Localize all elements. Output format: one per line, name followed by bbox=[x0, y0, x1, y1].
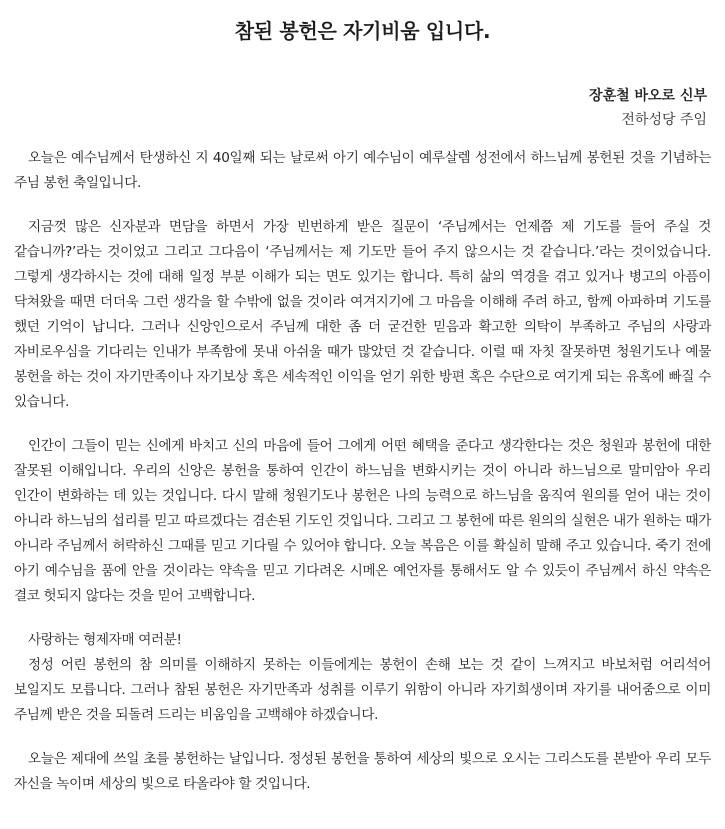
article-title: 참된 봉헌은 자기비움 입니다. bbox=[234, 19, 491, 43]
paragraph-prayer-questions: 지금껏 많은 신자분과 면담을 하면서 가장 빈번하게 받은 질문이 ‘주님께서는 언제쯤 제 기도를 들어 주실 것 같습니까?’라는 것이었고 그리고 그다음이 ‘주님께서는 제 기도만 들어 주지 않으시는 것 같습니다.’라는 것이었습니다. 그렇게 생각하시는 것에 대해 일정 부분 이해가 되는 면도 있기는 합니다. 특히 삶의 역경을 겪고 있거나 병고의 아픔이 닥쳐왔을 때면 더더욱 그런 생각을 할 수밖에 없을 것이라 여겨지기에 그 마음을 이해해 주려 하고, 함께 아파하며 기도를 했던 기억이 납니다. 그러나 신앙인으로서 주님께 대한 좀 더 굳건한 믿음과 확고한 의탁이 부족하고 주님의 사랑과 자비로우심을 기다리는 인내가 부족함에 못내 아쉬울 때가 많았던 것 같습니다. 이럴 때 자칫 잘못하면 청원기도나 예물 봉헌을 하는 것이 자기만족이나 자기보상 혹은 세속적인 이익을 얻기 위한 방편 혹은 수단으로 여기게 되는 유혹에 빠질 수 있습니다. bbox=[14, 219, 711, 410]
greeting: 사랑하는 형제자매 여러분! bbox=[28, 632, 182, 648]
author-name: 장훈철 바오로 신부 bbox=[589, 88, 707, 104]
paragraph-intro: 오늘은 예수님께서 탄생하신 지 40일째 되는 날로써 아기 예수님이 예루살렘 성전에서 하느님께 봉헌된 것을 기념하는 주님 봉헌 축일입니다. bbox=[14, 150, 711, 191]
article-body bbox=[14, 146, 711, 797]
paragraph-closing: 오늘은 제대에 쓰일 초를 봉헌하는 날입니다. 정성된 봉헌을 통하여 세상의 빛으로 오시는 그리스도를 본받아 우리 모두 자신을 녹이며 세상의 빛으로 타올라야 할 것입니다. bbox=[14, 751, 711, 792]
author-block bbox=[14, 84, 711, 132]
author-role: 전하성당 주임 bbox=[621, 112, 707, 128]
paragraph-offering-meaning: 인간이 그들이 믿는 신에게 바치고 신의 마음에 들어 그에게 어떤 혜택을 준다고 생각한다는 것은 청원과 봉헌에 대한 잘못된 이해입니다. 우리의 신앙은 봉헌을 통하여 인간이 하느님을 변화시키는 것이 아니라 하느님으로 말미암아 우리 인간이 변화하는 데 있는 것입니다. 다시 말해 청원기도나 봉헌은 나의 능력으로 하느님을 움직여 원의를 얻어 내는 것이 아니라 하느님의 섭리를 믿고 따르겠다는 겸손된 기도인 것입니다. 그리고 그 봉헌에 따른 원의의 실현은 내가 원하는 때가 아니라 주님께서 허락하신 그때를 믿고 기다릴 수 있어야 합니다. 오늘 복음은 이를 확실히 말해 주고 있습니다. 죽기 전에 아기 예수님을 품에 안을 것이라는 약속을 믿고 기다려온 시메온 예언자를 통해서도 알 수 있듯이 주님께서 하신 약속은 결코 헛되지 않다는 것을 믿어 고백합니다. bbox=[14, 438, 711, 604]
paragraph-true-offering: 정성 어린 봉헌의 참 의미를 이해하지 못하는 이들에게는 봉헌이 손해 보는 것 같이 느껴지고 바보처럼 어리석어 보일지도 모릅니다. 그러나 참된 봉헌은 자기만족과 성취를 이루기 위함이 아니라 자기희생이며 자기를 내어줌으로 이미 주님께 받은 것을 되돌려 드리는 비움임을 고백해야 하겠습니다. bbox=[14, 657, 711, 723]
